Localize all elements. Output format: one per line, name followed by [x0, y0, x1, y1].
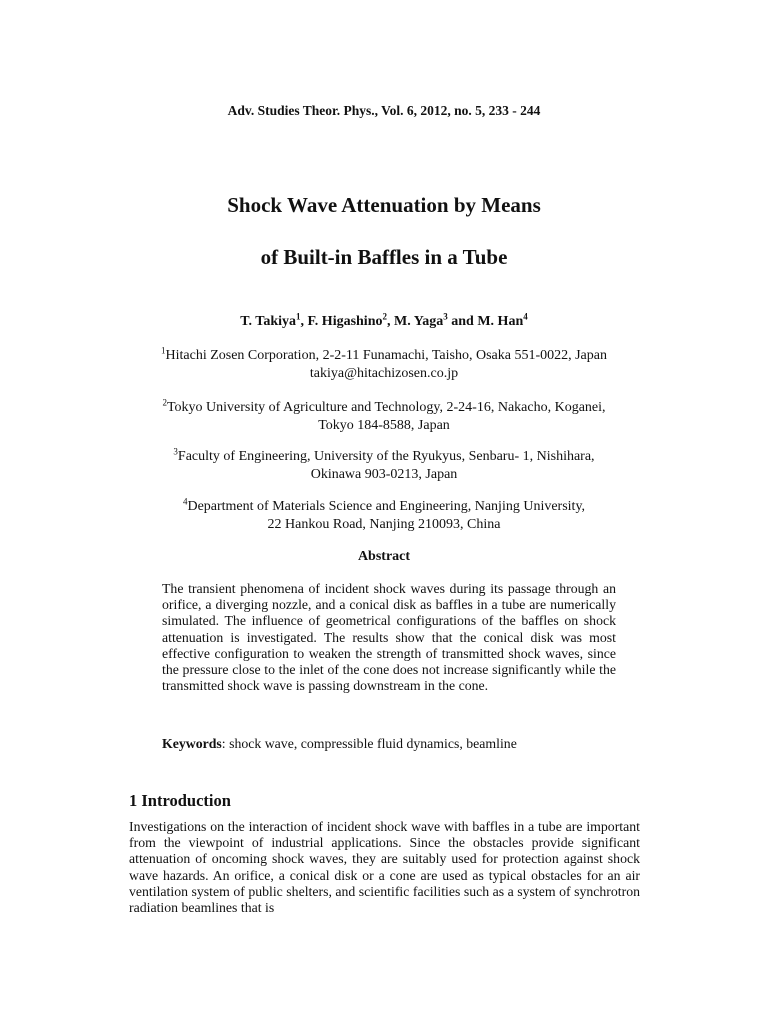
author-affiliation-mark: 4 — [523, 311, 528, 322]
affiliation-1 — [0, 347, 768, 383]
affiliation-line-2: Tokyo 184-8588, Japan — [318, 418, 450, 433]
introduction-text: Investigations on the interaction of incident shock wave with baffles in a tube are important from the viewpoint of industrial applications. Since the obstacles provide significant attenuation of oncoming shock waves, they are suitably used for protection against shock wave hazards. An orifice, a conical disk or a cone are used as typical obstacles for an air ventilation system of public shelters, and scientific facilities such as a system of synchrotron radiation beamlines that is — [129, 819, 640, 916]
affiliation-4 — [0, 498, 768, 534]
affiliation-text: Hitachi Zosen Corporation, 2-2-11 Funamachi, Taisho, Osaka 551-0022, Japan — [165, 348, 607, 363]
affiliation-line-2: 22 Hankou Road, Nanjing 210093, China — [267, 517, 501, 532]
affiliation-3 — [0, 448, 768, 484]
author-list — [0, 311, 768, 330]
affiliation-mark: 1 — [161, 345, 166, 356]
affiliation-mark: 3 — [173, 446, 178, 457]
author-affiliation-mark: 2 — [382, 311, 387, 322]
author-separator: and — [447, 314, 478, 329]
author-affiliation-mark: 3 — [443, 311, 448, 322]
affiliation-text: Department of Materials Science and Engineering, Nanjing University, — [187, 499, 586, 514]
author-separator: , — [300, 314, 308, 329]
affiliation-line — [0, 448, 768, 466]
author-name: T. Takiya — [240, 314, 297, 329]
paper-title-line-2: of Built-in Baffles in a Tube — [260, 245, 508, 269]
journal-citation: Adv. Studies Theor. Phys., Vol. 6, 2012, no. 5, 233 - 244 — [227, 103, 541, 118]
abstract-text: The transient phenomena of incident shock waves during its passage through an orifice, a diverging nozzle, and a conical disk as baffles in a tube are numerically simulated. The influence of geometrical configurations of the baffles on shock attenuation is investigated. The results show that the conical disk was most effective configuration to weaken the strength of transmitted shock waves, since the pressure close to the inlet of the cone does not increase significantly while the transmitted shock wave is passing downstream in the cone. — [162, 581, 616, 694]
section-heading-introduction: 1 Introduction — [129, 791, 231, 810]
affiliation-line-2: Okinawa 903-0213, Japan — [310, 467, 458, 482]
affiliation-text: Faculty of Engineering, University of the Ryukyus, Senbaru- 1, Nishihara, — [177, 449, 595, 464]
paper-title-line-1: Shock Wave Attenuation by Means — [227, 193, 541, 217]
author-name: M. Yaga — [394, 314, 444, 329]
affiliation-line — [0, 399, 768, 417]
affiliation-line — [0, 347, 768, 365]
affiliation-mark: 4 — [182, 496, 188, 507]
affiliation-text: Tokyo University of Agriculture and Technology, 2-24-16, Nakacho, Koganei, — [166, 400, 606, 415]
keywords-text: : shock wave, compressible fluid dynamics, beamline — [221, 736, 517, 751]
keywords — [162, 736, 622, 752]
affiliation-email: takiya@hitachizosen.co.jp — [309, 366, 459, 381]
affiliation-2 — [0, 399, 768, 435]
author-name: M. Han — [477, 314, 524, 329]
abstract-heading: Abstract — [357, 549, 411, 564]
author-affiliation-mark: 1 — [296, 311, 301, 322]
author-separator: , — [387, 314, 394, 329]
author-name: F. Higashino — [307, 314, 383, 329]
affiliation-line — [0, 498, 768, 516]
keywords-label: Keywords — [162, 736, 222, 751]
affiliation-mark: 2 — [162, 397, 167, 408]
